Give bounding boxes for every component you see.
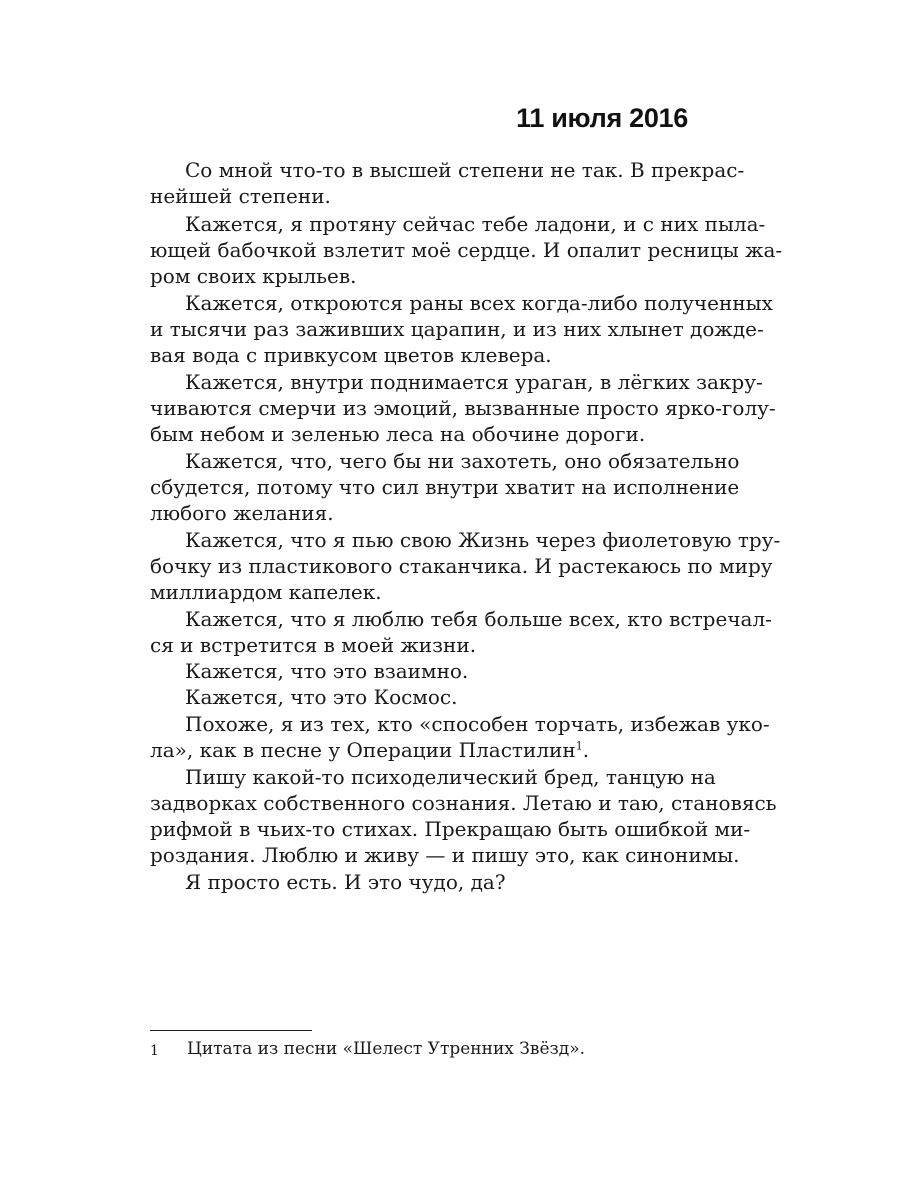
text-line: сбудется, потому что сил внутри хватит на исполнение: [150, 475, 740, 499]
text-line: Пишу какой-то психоделический бред, танцую на: [185, 765, 716, 789]
text-line: нейшей степени.: [150, 184, 331, 208]
text-line: и тысячи раз заживших царапин, и из них хлынет дожде-: [150, 317, 764, 341]
text-line-content: ла», как в песне у Операции Пластилин: [150, 738, 576, 762]
text-line: Кажется, что, чего бы ни захотеть, оно обязательно: [185, 449, 740, 473]
text-line: Со мной что-то в высшей степени не так. В прекрас-: [185, 158, 745, 182]
text-line: Кажется, я протяну сейчас тебе ладони, и с них пыла-: [185, 212, 766, 236]
text-line: ся и встретится в моей жизни.: [150, 633, 477, 657]
text-line: ющей бабочкой взлетит моё сердце. И опалит ресницы жа-: [150, 238, 783, 262]
page-title: 11 июля 2016: [516, 103, 688, 133]
text-line: Я просто есть. И это чудо, да?: [185, 870, 506, 894]
text-line: вая вода с привкусом цветов клевера.: [150, 343, 552, 367]
footnote-marker: 1: [575, 739, 583, 753]
text-line: Кажется, откроются раны всех когда-либо полученных: [185, 291, 773, 315]
text-line: Кажется, что это Космос.: [185, 685, 458, 709]
text-line: миллиардом капелек.: [150, 580, 382, 604]
text-line: ром своих крыльев.: [150, 264, 357, 288]
text-line: бым небом и зеленью леса на обочине дороги.: [150, 422, 646, 446]
text-line: любого желания.: [150, 501, 334, 525]
text-line: рифмой в чьих-то стихах. Прекращаю быть ошибкой ми-: [150, 817, 751, 841]
footnote-divider: [150, 1030, 312, 1031]
text-line: бочку из пластикового стаканчика. И растекаюсь по миру: [150, 554, 773, 578]
text-line: Кажется, что я пью свою Жизнь через фиолетовую тру-: [185, 528, 781, 552]
text-line: Кажется, внутри поднимается ураган, в лёгких закру-: [185, 370, 763, 394]
text-line: чиваются смерчи из эмоций, вызванные просто ярко-голу-: [150, 396, 776, 420]
text-line: Похоже, я из тех, кто «способен торчать, избежав уко-: [185, 712, 770, 736]
text-line: задворках собственного сознания. Летаю и таю, становясь: [150, 791, 777, 815]
text-line: Кажется, что это взаимно.: [185, 659, 469, 683]
footnote-text: Цитата из песни «Шелест Утренних Звёзд».: [187, 1039, 586, 1059]
text-line: роздания. Люблю и живу — и пишу это, как синонимы.: [150, 843, 740, 867]
text-line: Кажется, что я люблю тебя больше всех, кто встречал-: [185, 607, 772, 631]
footnote-number: 1: [150, 1043, 159, 1059]
text-line: ла», как в песне у Операции Пластилин$^1$.: [150, 738, 590, 762]
